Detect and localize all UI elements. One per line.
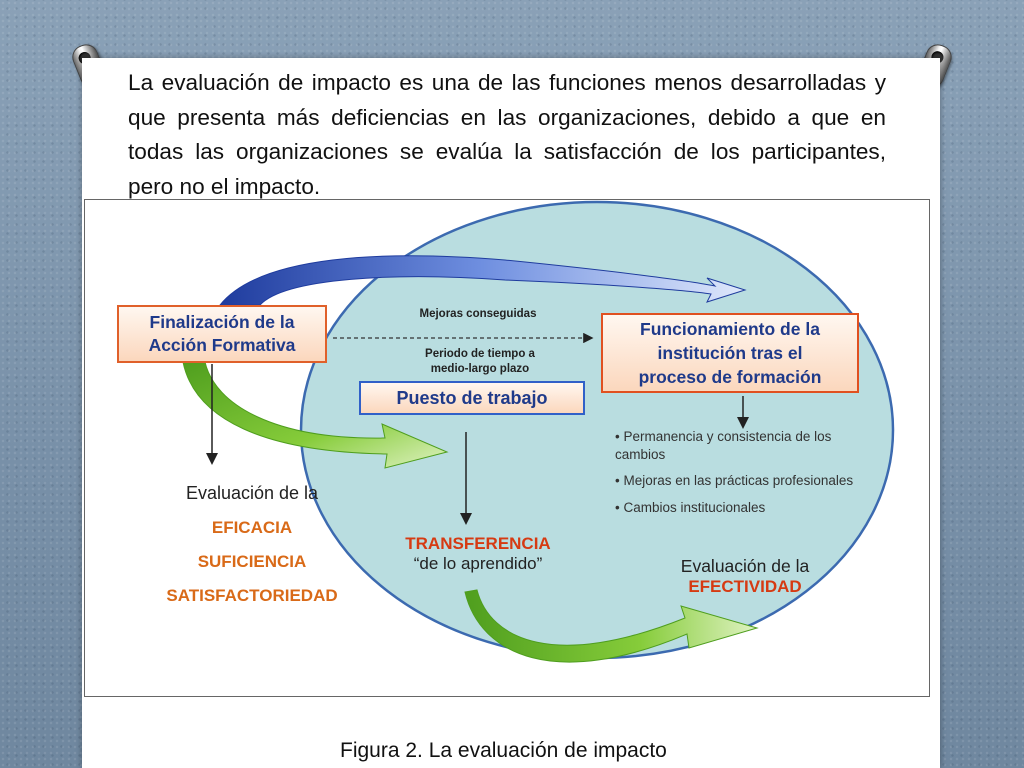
eval-item: SATISFACTORIEDAD [166, 586, 338, 605]
figure-caption: Figura 2. La evaluación de impacto [340, 739, 667, 762]
label-mejoras-conseguidas: Mejoras conseguidas [419, 308, 537, 320]
box-puesto-de-trabajo: Puesto de trabajo [359, 381, 585, 415]
evaluacion-efectividad-block [645, 556, 845, 597]
box-line: institución tras el [657, 343, 803, 363]
bullet-list [615, 428, 855, 525]
impact-evaluation-figure [84, 199, 930, 697]
transferencia-subtitle: “de lo aprendido” [413, 554, 543, 573]
list-item: • Permanencia y consistencia de los cambios [615, 428, 855, 463]
eval-heading: Evaluación de la [680, 556, 810, 576]
eval-item: EFECTIVIDAD [688, 577, 802, 596]
label-line: medio-largo plazo [430, 363, 530, 375]
box-funcionamiento-institucion [601, 313, 859, 393]
box-line: Acción Formativa [148, 335, 296, 355]
eval-heading: Evaluación de la [185, 483, 319, 503]
label-periodo [385, 347, 575, 377]
intro-paragraph: La evaluación de impacto es una de las funciones menos desarrolladas y que presenta más deficiencias en las organizaciones, debido a que en todas las organizaciones se evalúa la satisfacción de los participantes, pero no el impacto. [128, 70, 886, 199]
label-line: Periodo de tiempo a [425, 348, 535, 360]
eval-item: SUFICIENCIA [197, 552, 307, 571]
box-finalizacion-accion-formativa [117, 305, 327, 363]
eval-item: EFICACIA [211, 518, 293, 537]
transferencia-title: TRANSFERENCIA [405, 534, 551, 553]
box-line: proceso de formación [638, 367, 822, 387]
transferencia-block [373, 534, 583, 574]
box-line: Finalización de la [149, 312, 295, 332]
list-item: • Cambios institucionales [615, 499, 855, 517]
evaluacion-eficacia-block [107, 483, 397, 620]
list-item: • Mejoras en las prácticas profesionales [615, 472, 855, 490]
box-line: Funcionamiento de la [640, 319, 820, 339]
